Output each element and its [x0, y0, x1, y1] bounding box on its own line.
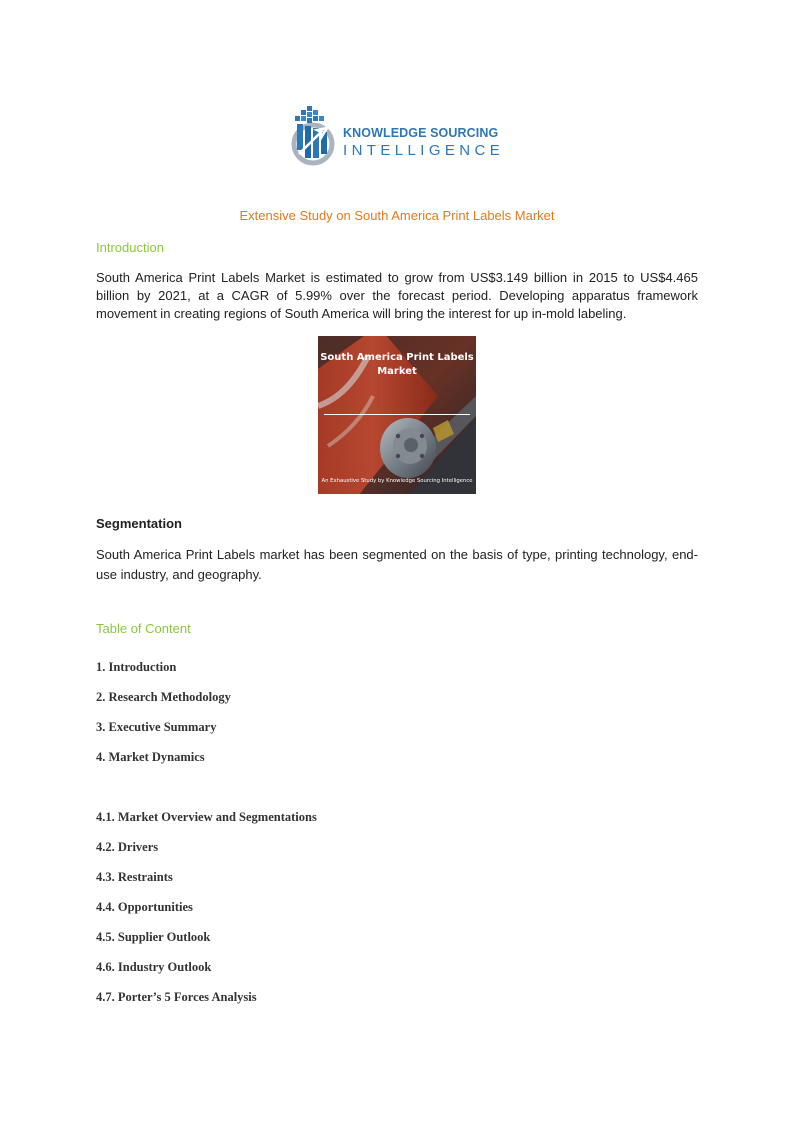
- document-title: Extensive Study on South America Print Labels Market: [239, 208, 555, 223]
- introduction-text: South America Print Labels Market is estimated to grow from US$3.149 billion in 2015 to US$4.465 billion by 2021, at a CAGR of 5.99% over the forecast period. Developing apparatus framework movement in creating regions of South America will bring the interest for up in-mold labeling.: [96, 270, 698, 321]
- segmentation-text: South America Print Labels market has been segmented on the basis of type, printing technology, end-use industry, and geography.: [96, 547, 698, 582]
- toc-item: 4.6. Industry Outlook: [96, 960, 212, 974]
- logo-text-line1: KNOWLEDGE SOURCING: [343, 126, 499, 140]
- company-logo: [291, 104, 511, 168]
- toc-item: 4. Market Dynamics: [96, 750, 205, 764]
- logo-mark-icon: [291, 104, 339, 166]
- toc-item: 4.7. Porter’s 5 Forces Analysis: [96, 990, 257, 1004]
- toc-item: 3. Executive Summary: [96, 720, 217, 734]
- toc-item: 4.5. Supplier Outlook: [96, 930, 211, 944]
- toc-item: 1. Introduction: [96, 660, 177, 674]
- introduction-heading: Introduction: [96, 240, 164, 255]
- cover-title: South America Print Labels Market: [320, 352, 474, 377]
- toc-item: 2. Research Methodology: [96, 690, 231, 704]
- toc-item: 4.3. Restraints: [96, 870, 173, 884]
- cover-divider: [324, 414, 470, 415]
- segmentation-heading: Segmentation: [96, 516, 182, 531]
- cover-subtitle: An Exhaustive Study by Knowledge Sourcing Intelligence: [321, 478, 473, 484]
- toc-heading: Table of Content: [96, 621, 191, 636]
- report-cover-image: [318, 336, 476, 494]
- toc-item: 4.1. Market Overview and Segmentations: [96, 810, 317, 824]
- logo-text-line2: INTELLIGENCE: [343, 142, 505, 159]
- toc-item: 4.4. Opportunities: [96, 900, 193, 914]
- toc-item: 4.2. Drivers: [96, 840, 159, 854]
